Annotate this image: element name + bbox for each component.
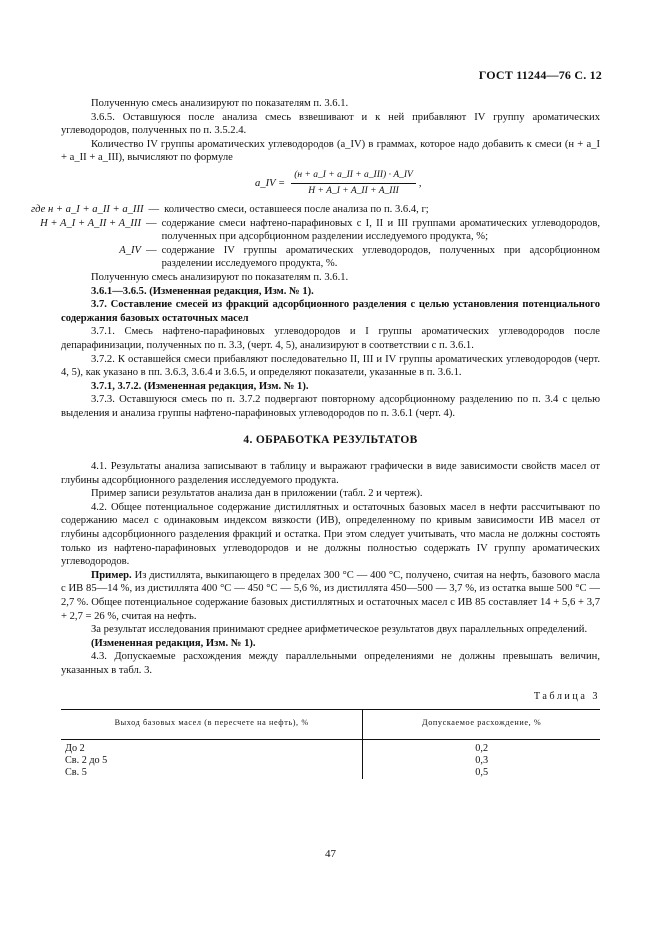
table-header: Выход базовых масел (в пересчете на нефть), % bbox=[61, 710, 363, 740]
where-desc: количество смеси, оставшееся после анализа по п. 3.6.4, г; bbox=[164, 203, 429, 215]
where-dash: — bbox=[148, 203, 160, 215]
table-cell: Св. 5 bbox=[65, 766, 87, 778]
page-header: ГОСТ 11244—76 С. 12 bbox=[478, 68, 602, 82]
table-cell: Св. 2 до 5 bbox=[65, 754, 108, 766]
where-row bbox=[31, 244, 600, 271]
where-dash: — bbox=[146, 217, 157, 229]
table-cell: До 2 bbox=[65, 742, 85, 754]
where-term: H + A_I + A_II + A_III bbox=[40, 217, 141, 229]
table-row bbox=[61, 755, 600, 767]
paragraph: Количество IV группы ароматических углеводородов (a_IV) в граммах, которое надо добавить к смеси (н + a_I + a_II + a_III), вычисляют по формуле bbox=[61, 138, 600, 164]
formula-numerator: (н + a_I + a_II + a_III) · A_IV bbox=[291, 169, 416, 185]
example-label: Пример. bbox=[91, 569, 132, 581]
paragraph: 3.7.2. К оставшейся смеси прибавляют последовательно II, III и IV группы ароматических углеводородов (черт. 4, 5), как указано в пп. 3.6.3, 3.6.4 и 3.6.5, и определяют показатели, указанные в п. 3.6.1. bbox=[61, 353, 600, 379]
where-term: где н + a_I + a_II + a_III bbox=[31, 203, 144, 215]
table-cell: 0,5 bbox=[363, 767, 600, 779]
paragraph: 3.7.1. Смесь нафтено-парафиновых углеводородов и I группы ароматических углеводородов после депарафинизации, полученных по п. 3.3, (черт. 4, 5), анализируют в соответствии с п. 3.6.1. bbox=[61, 326, 600, 351]
where-row bbox=[31, 217, 600, 244]
amendment-note: (Измененная редакция, Изм. № 1). bbox=[91, 637, 256, 649]
body-text bbox=[31, 97, 600, 779]
table-3 bbox=[61, 709, 600, 779]
table-caption: Таблица 3 bbox=[533, 690, 600, 702]
formula bbox=[61, 170, 600, 198]
formula-lhs: a_IV = bbox=[255, 178, 286, 190]
example-paragraph bbox=[61, 569, 600, 623]
paragraph: Полученную смесь анализируют по показателям п. 3.6.1. bbox=[91, 98, 349, 109]
amendment-note: 3.7.1, 3.7.2. (Измененная редакция, Изм. № 1). bbox=[91, 380, 309, 392]
paragraph: 3.7.3. Оставшуюся смесь по п. 3.7.2 подвергают повторному адсорбционному разделению по п. 3.4 с целью выделения и анализа группы нафтено-парафиновых углеводородов по п. 3.6.1 (черт. 4). bbox=[61, 394, 600, 419]
section-title: 3.7. Составление смесей из фракций адсорбционного разделения с целью установления потенциального содержания базовых остаточных масел bbox=[61, 299, 600, 324]
paragraph: 3.6.5. Оставшуюся после анализа смесь взвешивают и к ней прибавляют IV группу ароматических углеводородов, полученных по п. 3.5.2.4. bbox=[61, 111, 600, 137]
example-text: Из дистиллята, выкипающего в пределах 300 °С — 400 °С, получено, считая на нефть, базового масла с ИВ 85—14 %, из дистиллята 400 °С — 450 °С — 5,6 %, из дистиллята 450—500 — 3,7 %, из остатка выше 500 °С — 2,7 %. Общее потенциальное содержание базовых дистиллятных и остаточных масел с ИВ 85 составляет 14 + 5,6 + 3,7 + 2,7 = 26 %, считая на нефть. bbox=[61, 569, 600, 622]
table-cell: 0,2 bbox=[363, 739, 600, 755]
paragraph: 4.1. Результаты анализа записывают в таблицу и выражают графически в виде зависимости свойств масел от глубины адсорбционного разделения исследуемого продукта. bbox=[61, 461, 600, 486]
table-cell: 0,3 bbox=[363, 755, 600, 767]
paragraph: Пример записи результатов анализа дан в приложении (табл. 2 и чертеж). bbox=[91, 488, 423, 500]
table-row bbox=[61, 767, 600, 779]
paragraph: За результат исследования принимают среднее арифметическое результатов двух параллельных определений. bbox=[91, 624, 588, 636]
table-row bbox=[61, 739, 600, 755]
section-heading: 4. ОБРАБОТКА РЕЗУЛЬТАТОВ bbox=[243, 434, 418, 447]
paragraph: 4.2. Общее потенциальное содержание дистиллятных и остаточных базовых масел в нефти рассчитывают по содержанию масел с одинаковым индексом вязкости (ИВ), определенному по кривым зависимости ИВ масел от глубины адсорбционного разделения фракций и остатка. При этом следует учитывать, что масла не должны состоять только из нафтено-парафиновых углеводородов и не должны полностью содержать IV группу ароматических углеводородов. bbox=[61, 501, 600, 568]
where-term: A_IV bbox=[119, 244, 141, 256]
formula-fraction bbox=[291, 169, 416, 199]
formula-denominator: H + A_I + A_II + A_III bbox=[308, 186, 399, 197]
paragraph: Полученную смесь анализируют по показателям п. 3.6.1. bbox=[91, 271, 349, 283]
where-dash: — bbox=[146, 244, 157, 256]
where-desc: содержание IV группы ароматических углеводородов, полученных при адсорбционном разделении исследуемого продукта, %. bbox=[161, 244, 600, 270]
page-number: 47 bbox=[325, 848, 336, 860]
formula-tail: , bbox=[418, 178, 422, 190]
table-header: Допускаемое расхождение, % bbox=[363, 710, 600, 740]
where-desc: содержание смеси нафтено-парафиновых с I, II и III группами ароматических углеводородов, полученных при адсорбционном разделении исследуемого продукта, %; bbox=[161, 217, 600, 243]
where-row bbox=[31, 203, 600, 217]
paragraph: 4.3. Допускаемые расхождения между параллельными определениями не должны превышать величин, указанных в табл. 3. bbox=[61, 651, 600, 676]
amendment-note: 3.6.1—3.6.5. (Измененная редакция, Изм. № 1). bbox=[91, 285, 314, 297]
